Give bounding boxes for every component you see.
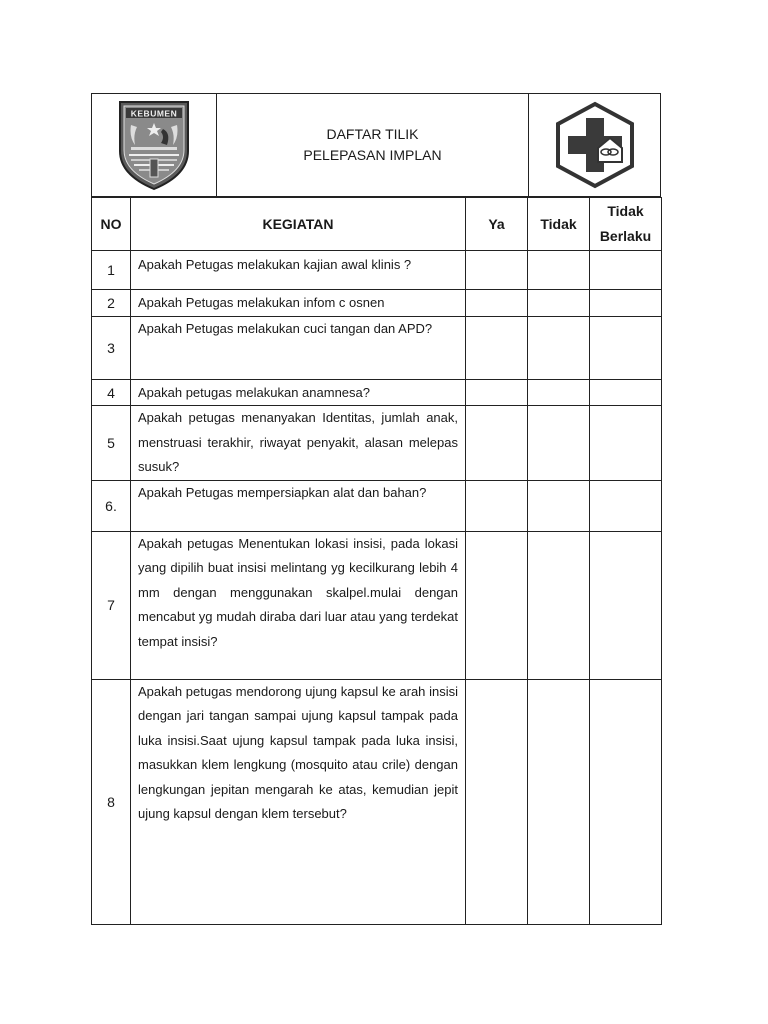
column-header-tidak: Tidak	[528, 198, 590, 251]
activity-text: Apakah Petugas melakukan kajian awal klinis ?	[131, 251, 466, 290]
column-header-tidak-berlaku	[590, 198, 662, 251]
kebumen-crest-logo	[92, 94, 217, 196]
activity-text: Apakah petugas mendorong ujung kapsul ke arah insisi dengan jari tangan sampai ujung kapsul tampak pada luka insisi.Saat ujung kapsul tampak pada luka insisi, masukkan klem lengkung (mosquito atau crile) dengan lengkungan jepitan mengarah ke atas, kemudian jepit ujung kapsul dengan klem tersebut?	[131, 679, 466, 924]
ya-check-cell[interactable]	[466, 531, 528, 679]
table-header-row	[92, 198, 662, 251]
row-number: 6.	[92, 480, 131, 531]
tidak-berlaku-check-cell[interactable]	[590, 290, 662, 317]
tidak-check-cell[interactable]	[528, 531, 590, 679]
activity-text: Apakah petugas melakukan anamnesa?	[131, 380, 466, 406]
tidak-check-cell[interactable]	[528, 679, 590, 924]
tidak-check-cell[interactable]	[528, 480, 590, 531]
row-number: 2	[92, 290, 131, 317]
crest-icon	[117, 99, 191, 191]
tidak-berlaku-check-cell[interactable]	[590, 480, 662, 531]
row-number: 7	[92, 531, 131, 679]
health-cross-icon	[552, 100, 638, 190]
tidak-berlaku-check-cell[interactable]	[590, 406, 662, 481]
tidak-berlaku-check-cell[interactable]	[590, 531, 662, 679]
row-number: 1	[92, 251, 131, 290]
ya-check-cell[interactable]	[466, 406, 528, 481]
tidak-berlaku-check-cell[interactable]	[590, 317, 662, 380]
column-header-ya: Ya	[466, 198, 528, 251]
activity-text: Apakah Petugas melakukan infom c osnen	[131, 290, 466, 317]
table-row	[92, 406, 662, 481]
tidak-check-cell[interactable]	[528, 251, 590, 290]
checklist-table	[91, 197, 662, 925]
row-number: 5	[92, 406, 131, 481]
document-header	[91, 93, 661, 197]
row-number: 3	[92, 317, 131, 380]
table-row	[92, 480, 662, 531]
ya-check-cell[interactable]	[466, 679, 528, 924]
tidak-berlaku-check-cell[interactable]	[590, 251, 662, 290]
document-title	[217, 94, 529, 196]
tidak-check-cell[interactable]	[528, 406, 590, 481]
ya-check-cell[interactable]	[466, 317, 528, 380]
title-line-2: PELEPASAN IMPLAN	[303, 147, 442, 163]
column-header-kegiatan: KEGIATAN	[131, 198, 466, 251]
checklist-sheet	[91, 93, 661, 925]
tidak-check-cell[interactable]	[528, 380, 590, 406]
health-cross-logo	[529, 94, 660, 196]
table-row	[92, 679, 662, 924]
table-row	[92, 380, 662, 406]
activity-text: Apakah Petugas melakukan cuci tangan dan APD?	[131, 317, 466, 380]
activity-text: Apakah Petugas mempersiapkan alat dan bahan?	[131, 480, 466, 531]
na-header-line-1: Tidak	[607, 203, 644, 219]
table-row	[92, 531, 662, 679]
ya-check-cell[interactable]	[466, 380, 528, 406]
tidak-check-cell[interactable]	[528, 290, 590, 317]
tidak-check-cell[interactable]	[528, 317, 590, 380]
tidak-berlaku-check-cell[interactable]	[590, 380, 662, 406]
activity-text: Apakah petugas Menentukan lokasi insisi, pada lokasi yang dipilih buat insisi melintang yg kecilkurang lebih 4 mm dengan menggunakan skalpel.mulai dengan mencabut yg mudah diraba dari luar atau yang terdekat tempat insisi?	[131, 531, 466, 679]
table-row	[92, 251, 662, 290]
ya-check-cell[interactable]	[466, 251, 528, 290]
activity-text: Apakah petugas menanyakan Identitas, jumlah anak, menstruasi terakhir, riwayat penyakit, alasan melepas susuk?	[131, 406, 466, 481]
ya-check-cell[interactable]	[466, 480, 528, 531]
tidak-berlaku-check-cell[interactable]	[590, 679, 662, 924]
row-number: 8	[92, 679, 131, 924]
na-header-line-2: Berlaku	[599, 228, 652, 244]
column-header-no: NO	[92, 198, 131, 251]
ya-check-cell[interactable]	[466, 290, 528, 317]
table-row	[92, 290, 662, 317]
table-row	[92, 317, 662, 380]
svg-text:KEBUMEN: KEBUMEN	[130, 108, 178, 119]
title-line-1: DAFTAR TILIK	[326, 126, 419, 142]
row-number: 4	[92, 380, 131, 406]
